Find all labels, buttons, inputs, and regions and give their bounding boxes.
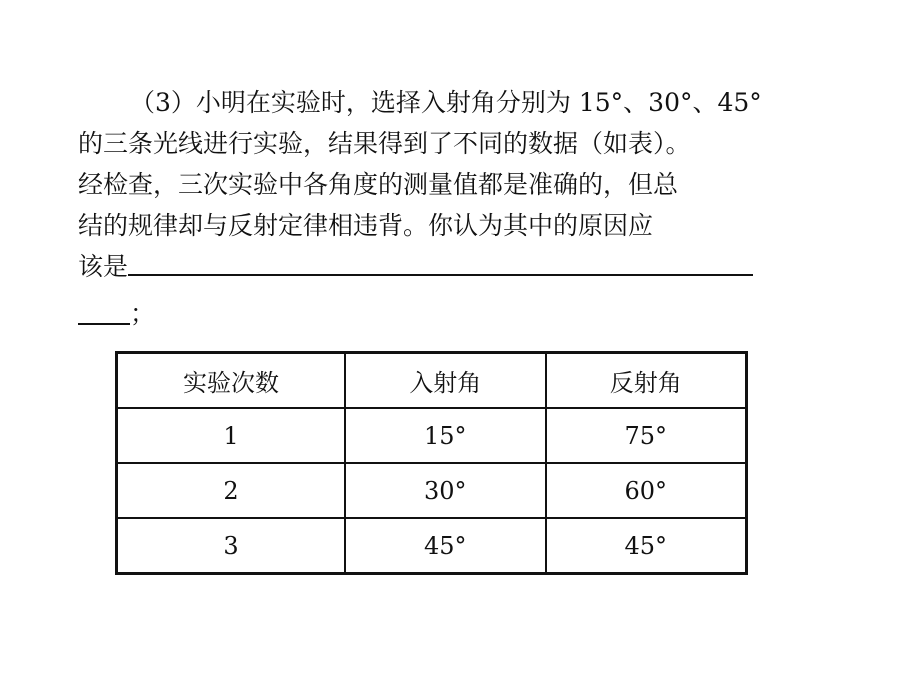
- table-cell: 3: [117, 518, 346, 574]
- table-cell: 2: [117, 463, 346, 518]
- question-line-4: 结的规律却与反射定律相违背。你认为其中的原因应: [78, 211, 654, 240]
- question-line-6: [78, 293, 768, 334]
- table-cell: 75°: [546, 408, 747, 463]
- question-paragraph: [78, 82, 768, 334]
- question-line-1: （3）小明在实验时，选择入射角分别为 15°、30°、45°: [130, 88, 762, 117]
- question-line-5-text: 该是: [78, 252, 129, 281]
- question-line-5: [78, 246, 768, 287]
- table-cell: 45°: [345, 518, 545, 574]
- header-incidence-angle: 入射角: [345, 353, 545, 409]
- answer-blank-2[interactable]: [78, 293, 130, 325]
- end-punctuation: ；: [130, 299, 156, 328]
- table-cell: 30°: [345, 463, 545, 518]
- table-cell: 60°: [546, 463, 747, 518]
- table-cell: 1: [117, 408, 346, 463]
- question-line-2: 的三条光线进行实验，结果得到了不同的数据（如表）。: [78, 129, 691, 158]
- table-cell: 15°: [345, 408, 545, 463]
- table-row: [117, 408, 747, 463]
- header-trial-count: 实验次数: [117, 353, 346, 409]
- question-line-3: 经检查，三次实验中各角度的测量值都是准确的，但总: [78, 170, 679, 199]
- data-table: [115, 351, 748, 575]
- table-cell: 45°: [546, 518, 747, 574]
- table-header-row: [117, 353, 747, 409]
- table-row: [117, 518, 747, 574]
- header-reflection-angle: 反射角: [546, 353, 747, 409]
- table-row: [117, 463, 747, 518]
- answer-blank-1[interactable]: [128, 246, 753, 276]
